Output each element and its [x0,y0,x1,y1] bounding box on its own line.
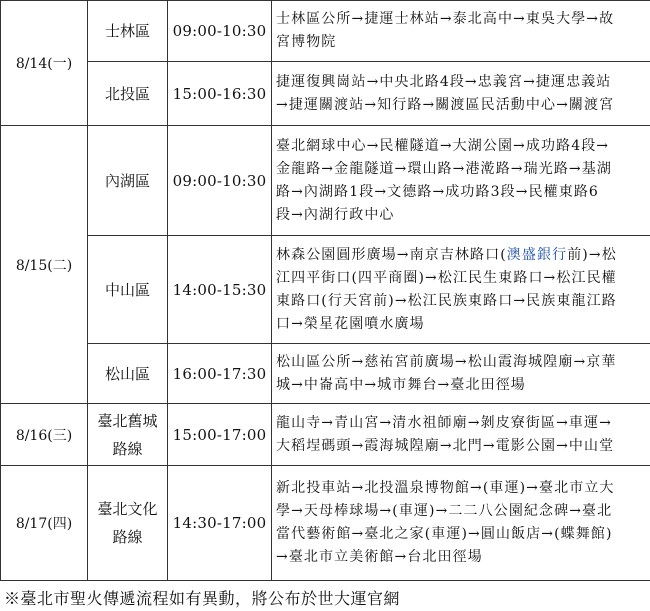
table-row [1,62,650,126]
route-line: 新北投車站→北投溫泉博物館→(車運)→臺北市立大 [276,480,615,496]
table-row [1,1,650,62]
district-cell: 中山區 [88,236,168,344]
route-line: 東路口(行天宮前)→松江民族東路口→民族東龍江路 [276,292,617,309]
table-row [1,344,650,404]
route-text: 前) [567,246,589,263]
bank-name-highlight: 澳盛銀行 [506,246,568,263]
time-cell: 14:00-15:30 [168,236,272,344]
route-line: 捷運復興崗站→中央北路4段→忠義宮→捷運忠義站 [276,73,612,90]
route-cell [272,404,650,466]
district-cell [88,466,168,581]
route-text: 林森公園圓形廣場→南京吉林路口( [276,246,507,263]
route-cell [272,344,650,404]
table-row [1,466,650,581]
route-line: →捷運關渡站→知行路→關渡區民活動中心→關渡宮 [276,96,615,113]
route-line: 臺北網球中心→民權隧道→大湖公園→成功路4段→ [276,137,610,154]
route-line: 金龍路→金龍隧道→環山路→港漧路→瑞光路→基湖 [276,160,612,177]
route-line: 城→中崙高中→城市舞台→臺北田徑場 [276,376,526,393]
time-cell: 15:00-17:00 [168,404,272,466]
route-cell [272,1,650,62]
route-line: 當代藝術館→臺北之家(車運)→圓山飯店→(蝶舞館) [276,526,613,542]
route-line: 大稻埕碼頭→霞海城隍廟→北門→電影公園→中山堂 [276,437,615,454]
district-cell [88,404,168,466]
route-text: →松 [588,246,617,263]
route-line [276,244,644,267]
district-line: 臺北舊城 [97,411,158,430]
route-cell [272,466,650,581]
district-line: 路線 [112,439,143,458]
time-cell: 14:30-17:00 [168,466,272,581]
route-line: →臺北市立美術館→台北田徑場 [276,549,483,565]
route-line: 路→內湖路1段→文德路→成功路3段→民權東路6 [276,183,599,200]
table-row [1,236,650,344]
district-cell: 松山區 [88,344,168,404]
time-cell: 16:00-17:30 [168,344,272,404]
route-line: 宮博物院 [276,34,337,50]
date-cell: 8/15(二) [1,126,88,404]
time-cell: 15:00-16:30 [168,62,272,126]
footnote: ※臺北市聖火傳遞流程如有異動，將公布於世大運官網 [4,589,401,608]
route-line: 口→榮星花園噴水廣場 [276,315,425,332]
district-cell: 士林區 [88,1,168,62]
route-line: 松山區公所→慈祐宮前廣場→松山霞海城隍廟→京華 [276,353,617,370]
date-cell: 8/16(三) [1,404,88,466]
route-line: 龍山寺→青山宮→清水祖師廟→剝皮寮街區→車運→ [276,414,612,431]
district-cell: 北投區 [88,62,168,126]
table-row [1,126,650,236]
route-line: 段→內湖行政中心 [276,206,395,223]
route-line: 江四平街口(四平商圈)→松江民生東路口→松江民權 [276,269,617,286]
time-cell: 09:00-10:30 [168,126,272,236]
route-cell [272,236,650,344]
table-row [1,404,650,466]
time-cell: 09:00-10:30 [168,1,272,62]
district-cell: 內湖區 [88,126,168,236]
route-line: 學→天母棒球場→(車運)→二二八公園紀念碑→臺北 [276,503,613,519]
route-line: 士林區公所→捷運士林站→泰北高中→東吳大學→故 [276,11,615,27]
date-cell: 8/17(四) [1,466,88,581]
route-cell [272,126,650,236]
district-line: 臺北文化 [97,500,158,518]
route-cell [272,62,650,126]
date-cell: 8/14(一) [1,1,88,126]
district-line: 路線 [112,528,143,546]
